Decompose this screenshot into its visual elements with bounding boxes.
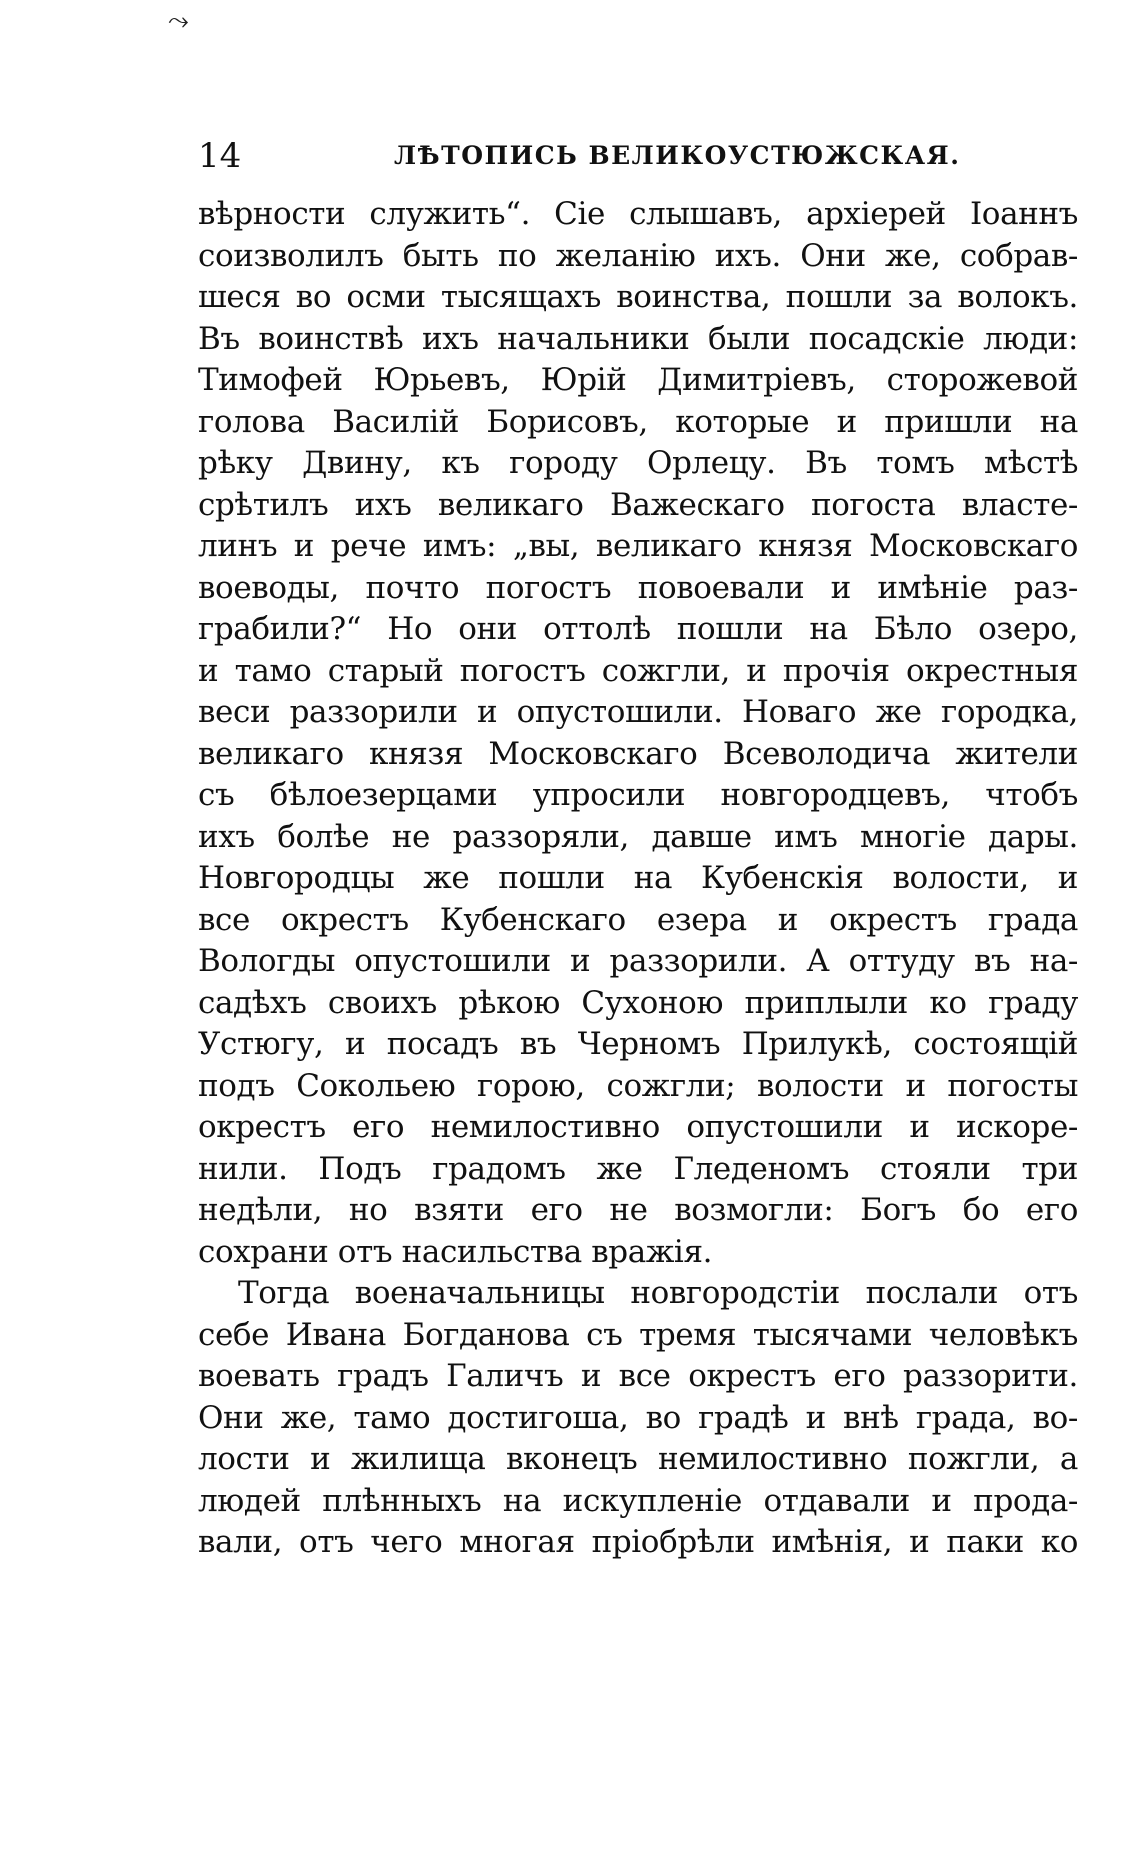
text-line: вѣрности служить“. Сіе слышавъ, архіерей Іоаннъ (198, 196, 1078, 232)
text-line: людей плѣнныхъ на искупленіе отдавали и прода- (198, 1482, 1078, 1519)
text-line: Въ воинствѣ ихъ начальники были посадскіе люди: (198, 320, 1078, 357)
text-line: Тогда военачальницы новгородстіи послали отъ (238, 1275, 1078, 1311)
corner-mark: ⤳ (168, 6, 189, 36)
text-line: сохрани отъ насильства вражія. (198, 1233, 713, 1270)
text-line: Устюгу, и посадъ въ Черномъ Прилукѣ, состоящій (198, 1026, 1078, 1062)
text-line: вали, отъ чего многая пріобрѣли имѣнія, и паки ко (198, 1524, 1078, 1560)
text-line: Новгородцы же пошли на Кубенскія волости, и (198, 860, 1078, 896)
text-line: ихъ болѣе не раззоряли, давше имъ многіе дары. (198, 818, 1078, 855)
text-line: и тамо старый погостъ сожгли, и прочія окрестныя (198, 652, 1078, 689)
text-line: Тимофей Юрьевъ, Юрій Димитріевъ, сторожевой (198, 362, 1078, 398)
running-title: ЛѢТОПИСЬ ВЕЛИКОУСТЮЖСКАЯ. (394, 141, 961, 170)
paragraph (198, 194, 1078, 1273)
text-line: соизволилъ быть по желанію ихъ. Они же, собрав- (198, 237, 1078, 274)
text-line: срѣтилъ ихъ великаго Важескаго погоста власте- (198, 486, 1078, 523)
text-line: нили. Подъ градомъ же Гледеномъ стояли три (198, 1150, 1078, 1187)
text-line: себе Ивана Богданова съ тремя тысячами человѣкъ (198, 1316, 1078, 1353)
page-number: 14 (198, 136, 242, 176)
text-line: голова Василій Борисовъ, которые и пришли на (198, 403, 1078, 440)
page-header (198, 134, 1078, 178)
body-text (198, 194, 1078, 1564)
paragraph (198, 1273, 1078, 1564)
text-line: Вологды опустошили и раззорили. А оттуду въ на- (198, 943, 1078, 979)
text-line: съ бѣлоезерцами упросили новгородцевъ, чтобъ (198, 777, 1078, 813)
text-line: недѣли, но взяти его не возмогли: Богъ бо его (198, 1192, 1078, 1228)
text-line: Они же, тамо достигоша, во градѣ и внѣ града, во- (198, 1399, 1078, 1436)
text-line: рѣку Двину, къ городу Орлецу. Въ томъ мѣстѣ (198, 445, 1078, 481)
text-line: подъ Сокольею горою, сожгли; волости и погосты (198, 1067, 1078, 1104)
text-line: линъ и рече имъ: „вы, великаго князя Московскаго (198, 528, 1078, 564)
text-line: великаго князя Московскаго Всеволодича жители (198, 735, 1078, 772)
text-line: все окрестъ Кубенскаго езера и окрестъ града (198, 901, 1078, 938)
text-line: грабили?“ Но они оттолѣ пошли на Бѣло озеро, (198, 611, 1078, 647)
text-line: воеводы, почто погостъ повоевали и имѣніе раз- (198, 569, 1078, 606)
text-line: шеся во осми тысящахъ воинства, пошли за волокъ. (198, 279, 1078, 315)
text-line: садѣхъ своихъ рѣкою Сухоною приплыли ко граду (198, 984, 1078, 1021)
text-line: веси раззорили и опустошили. Новаго же городка, (198, 694, 1078, 730)
text-line: воевать градъ Галичъ и все окрестъ его раззорити. (198, 1358, 1078, 1394)
text-line: лости и жилища вконецъ немилостивно пожгли, а (198, 1441, 1078, 1477)
text-line: окрестъ его немилостивно опустошили и искоре- (198, 1109, 1078, 1145)
